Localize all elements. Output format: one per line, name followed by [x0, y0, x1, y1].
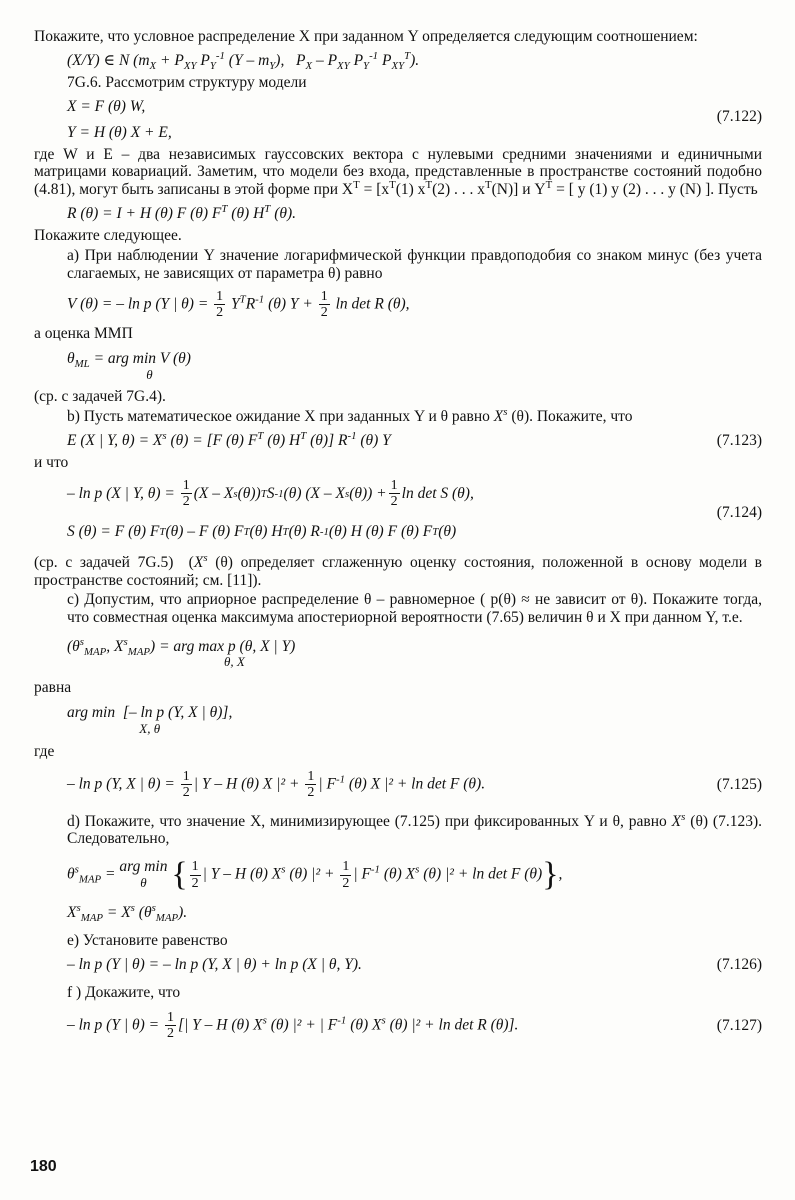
- equation-7-123: E (X | Y, $\theta) = X^s$ (θ) = [F (θ) $F^T$ (θ) $H^T$ (θ)] $R^{-1}$ (θ) Y (7.123): [67, 429, 762, 450]
- ravna-label: равна: [34, 679, 72, 696]
- part-a-text: а) При наблюдении Y значение логарифмической функции правдоподобия со знаком минус (без учета слагаемых, не зависящих от параметра θ) равно: [67, 246, 762, 282]
- argmin-equation: arg min [– ln p (Y, X | θ)], X, θ: [67, 704, 233, 737]
- page-number: 180: [30, 1158, 57, 1175]
- intro-paragraph: Покажите, что условное распределение X при заданном Y определяется следующим соотношением:: [34, 28, 698, 45]
- theta-map-equation: $\theta^s_{MAP}$ = arg min θ { $\frac{1}{2}$ | Y – H (θ) $X^s$ (θ) |² + $\frac{1}{2}$ | $F^{-1}$ (θ) $X^s$ (θ) |² + ln det F (θ)},: [67, 856, 563, 894]
- equation-7-124: – ln p (X | Y, θ) = $\frac{1}{2}$ (X – X s (θ)) T S -1 (θ) (X – X s (θ)) + $\frac{1}{2}$ ln det S (θ), S (θ) = F (θ) F T (θ) – F (θ) F T (θ) H T (θ) R -1 (θ) H (θ) F (θ) F T (θ) (7.124): [67, 477, 762, 540]
- equation-7-127: – ln p (Y | θ) = $\frac{1}{2}$ [| Y – H (θ) $X^s$ (θ) |² + | $F^{-1}$ (θ) $X^s$ (θ) |² + ln det R (θ)]. (7.127): [67, 1009, 762, 1042]
- show-following: Покажите следующее.: [34, 227, 182, 245]
- equation-R: R (θ) = I + H (θ) F (θ) $F^T$ (θ) $H^T$ (θ).: [67, 203, 297, 223]
- gde-label: где: [34, 742, 55, 760]
- equation-V: V (θ) = – ln p (Y | θ) = $\frac{1}{2}$ $Y^TR^{-1}$ (θ) Y + $\frac{1}{2}$ ln det R (θ),: [67, 288, 410, 320]
- mmp-label: а оценка ММП: [34, 324, 133, 342]
- part-e-text: е) Установите равенство: [67, 932, 228, 950]
- equation-7-122: X = F (θ) W, Y = H (θ) X + E, (7.122): [67, 97, 762, 141]
- page-body: [34, 28, 762, 1048]
- part-c-text: с) Допустим, что априорное распределение θ – равномерное ( p(θ) ≈ не зависит от θ). Покажите тогда, что совместная оценка максимума апостериорной вероятности (7.65) величин θ и X при данном Y, т.е.: [67, 591, 762, 627]
- model-description-paragraph: где W и E – два независимых гауссовских вектора с нулевыми средними значениями и единичными матрицами ковариаций. Заметим, что модели без входа, представленные в пространстве состояний подобно (4.81), могут быть записаны в этой форме при $X^T = [x^T(1)$ $x^T(2)$ . . . $x^T(N)$] и $Y^T$ = [ y (1) y (2) . . . y (N) ]. Пусть: [34, 145, 762, 199]
- theta-ml-equation: $\theta_{ML}$ = arg min V (θ) θ: [67, 349, 191, 382]
- x-map-equation: $X^s_{MAP} = X^s$ $(\theta^s_{MAP})$.: [67, 902, 188, 925]
- equation-7-126: – ln p (Y | θ) = – ln p (Y, X | θ) + ln p (X | θ, Y). (7.126): [67, 956, 762, 974]
- and-that: и что: [34, 453, 69, 471]
- part-f-text: f ) Докажите, что: [67, 984, 181, 1002]
- cf-7g5: (ср. с задачей 7G.5) ($X^s$ (θ) определяет сглаженную оценку состояния, положенной в основу модели в пространстве состояний; см. [11]).: [34, 551, 762, 589]
- problem-7g6-heading: 7G.6. Рассмотрим структуру модели: [67, 73, 307, 91]
- part-d-text: d) Покажите, что значение X, минимизирующее (7.125) при фиксированных Y и θ, равно $X^s$ (θ) (7.123). Следовательно,: [67, 810, 762, 848]
- conditional-distribution-equation: (X/Y) ∈ N ($m_X + P_{XY}$ $P_Y^{-1}$ $(Y - m_Y)$, $P_X - P_{XY}$ $P_Y^{-1}$ $P_{XY}^T$).: [67, 49, 420, 72]
- cf-7g4: (ср. с задачей 7G.4).: [34, 388, 166, 406]
- part-b-text: b) Пусть математическое ожидание X при заданных Y и θ равно $X^s$ (θ). Покажите, что: [67, 405, 633, 426]
- map-estimate-equation: ($\theta^s_{MAP}$, $X^s_{MAP}$) = arg max p (θ, X | Y) θ, X: [67, 635, 296, 670]
- equation-7-125: – ln p (Y, X | θ) = $\frac{1}{2}$ | Y – H (θ) X |² + $\frac{1}{2}$ | $F^{-1}$ (θ) X |² + ln det F (θ). (7.125): [67, 768, 762, 801]
